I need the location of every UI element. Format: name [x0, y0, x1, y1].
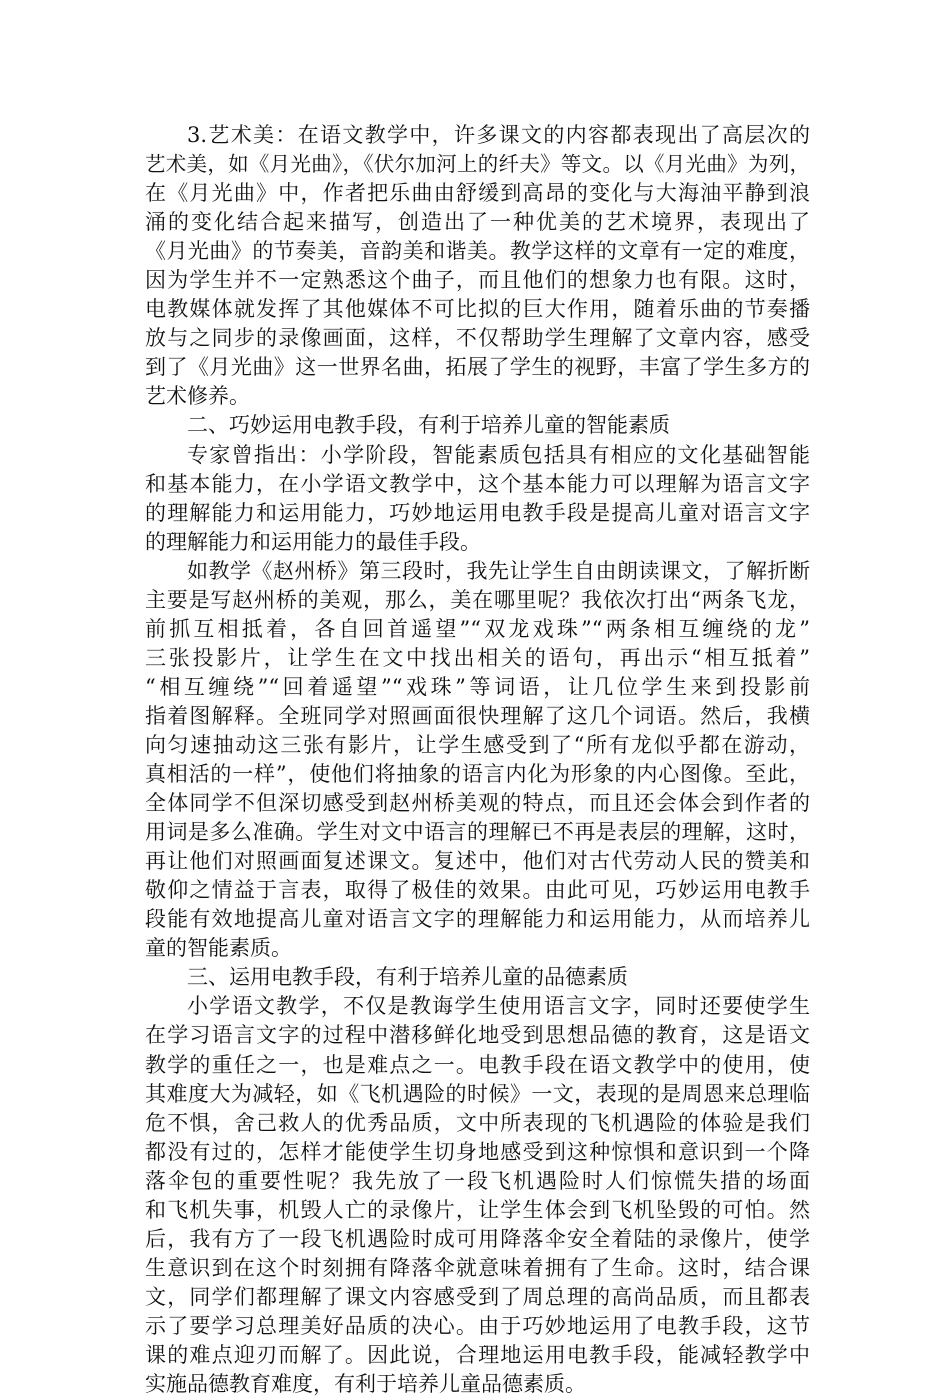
text-line: 在学习语言文字的过程中潜移鲜化地受到思想品德的教育，这是语文	[145, 1023, 810, 1048]
text-line: 用词是多么准确。学生对文中语言的理解已不再是表层的理解，这时，	[145, 820, 810, 845]
text-line: 后，我有方了一段飞机遇险时成可用降落伞安全着陆的录像片，使学	[145, 1226, 810, 1251]
text-line: 和飞机失事，机毁人亡的录像片，让学生体会到飞机坠毁的可怕。然	[145, 1197, 810, 1222]
text-line: 童的智能素质。	[145, 936, 292, 961]
text-line: 电教媒体就发挥了其他媒体不可比拟的巨大作用，随着乐曲的节奏播	[145, 297, 810, 322]
text-line: 实施品德教育难度，有利于培养儿童品德素质。	[145, 1372, 586, 1397]
text-line: 专家曾指出：小学阶段，智能素质包括具有相应的文化基础智能	[187, 442, 810, 467]
text-line: 到了《月光曲》这一世界名曲，拓展了学生的视野，丰富了学生多方的	[145, 355, 810, 380]
text-line: 涌的变化结合起来描写，创造出了一种优美的艺术境界，表现出了	[145, 210, 810, 235]
document-body	[145, 121, 810, 1399]
text-line: 文，同学们都理解了课文内容感受到了周总理的高尚品质，而且都表	[145, 1284, 810, 1309]
text-line: 教学的重任之一，也是难点之一。电教手段在语文教学中的使用，使	[145, 1052, 810, 1077]
text-line: 的理解能力和运用能力，巧妙地运用电教手段是提高儿童对语言文字	[145, 500, 810, 525]
text-line: 和基本能力，在小学语文教学中，这个基本能力可以理解为语言文字	[145, 471, 810, 496]
text-line: 全体同学不但深切感受到赵州桥美观的特点，而且还会体会到作者的	[145, 791, 810, 816]
text-line: 三、运用电教手段，有利于培养儿童的品德素质	[187, 965, 628, 990]
text-line: 《月光曲》的节奏美，音韵美和谐美。教学这样的文章有一定的难度，	[145, 239, 810, 264]
text-line: 艺术美，如《月光曲》，《伏尔加河上的纤夫》等文。以《月光曲》为列，	[145, 152, 810, 177]
text-line: “相互缠绕”“回着遥望”“戏珠”等词语，让几位学生来到投影前	[145, 674, 810, 699]
text-line: 的理解能力和运用能力的最佳手段。	[145, 529, 481, 554]
text-line: 示了要学习总理美好品质的决心。由于巧妙地运用了电教手段，这节	[145, 1313, 810, 1338]
text-line: 敬仰之情益于言表，取得了极佳的效果。由此可见，巧妙运用电教手	[145, 878, 810, 903]
text-line: 指着图解释。全班同学对照画面很快理解了这几个词语。然后，我横	[145, 703, 810, 728]
text-line: 落伞包的重要性呢？我先放了一段飞机遇险时人们惊慌失措的场面	[145, 1168, 810, 1193]
text-line: 段能有效地提高儿童对语言文字的理解能力和运用能力，从而培养儿	[145, 907, 810, 932]
text-line: 危不惧，舍己救人的优秀品质，文中所表现的飞机遇险的体验是我们	[145, 1110, 810, 1135]
text-line: 前抓互相抵着，各自回首遥望”“双龙戏珠”“两条相互缠绕的龙”	[145, 616, 810, 641]
text-line: 向匀速抽动这三张有影片，让学生感受到了“所有龙似乎都在游动，	[145, 732, 810, 757]
text-line: 生意识到在这个时刻拥有降落伞就意味着拥有了生命。这时，结合课	[145, 1255, 810, 1280]
text-line: 真相活的一样”，使他们将抽象的语言内化为形象的内心图像。至此，	[145, 762, 810, 787]
text-line: 放与之同步的录像画面，这样，不仅帮助学生理解了文章内容，感受	[145, 326, 810, 351]
text-line: 在《月光曲》中，作者把乐曲由舒缓到高昂的变化与大海油平静到浪	[145, 181, 810, 206]
text-line: 主要是写赵州桥的美观，那么，美在哪里呢？我依次打出“两条飞龙，	[145, 587, 810, 612]
text-line: 因为学生并不一定熟悉这个曲子，而且他们的想象力也有限。这时，	[145, 268, 810, 293]
text-line: 再让他们对照画面复述课文。复述中，他们对古代劳动人民的赞美和	[145, 849, 810, 874]
text-line: 其难度大为减轻，如《飞机遇险的时候》一文，表现的是周恩来总理临	[145, 1081, 810, 1106]
text-line: 都没有过的，怎样才能使学生切身地感受到这种惊惧和意识到一个降	[145, 1139, 810, 1164]
text-line: 课的难点迎刃而解了。因此说，合理地运用电教手段，能减轻教学中	[145, 1342, 810, 1367]
text-line: 三张投影片，让学生在文中找出相关的语句，再出示“相互抵着”	[145, 645, 810, 670]
text-line: 艺术修养。	[145, 384, 250, 409]
text-line: 3.艺术美：在语文教学中，许多课文的内容都表现出了高层次的	[187, 123, 810, 147]
text-line: 二、巧妙运用电教手段，有利于培养儿童的智能素质	[187, 413, 670, 438]
text-line: 小学语文教学，不仅是教诲学生使用语言文字，同时还要使学生	[187, 994, 810, 1019]
text-line: 如教学《赵州桥》第三段时，我先让学生自由朗读课文，了解折断	[187, 558, 810, 583]
